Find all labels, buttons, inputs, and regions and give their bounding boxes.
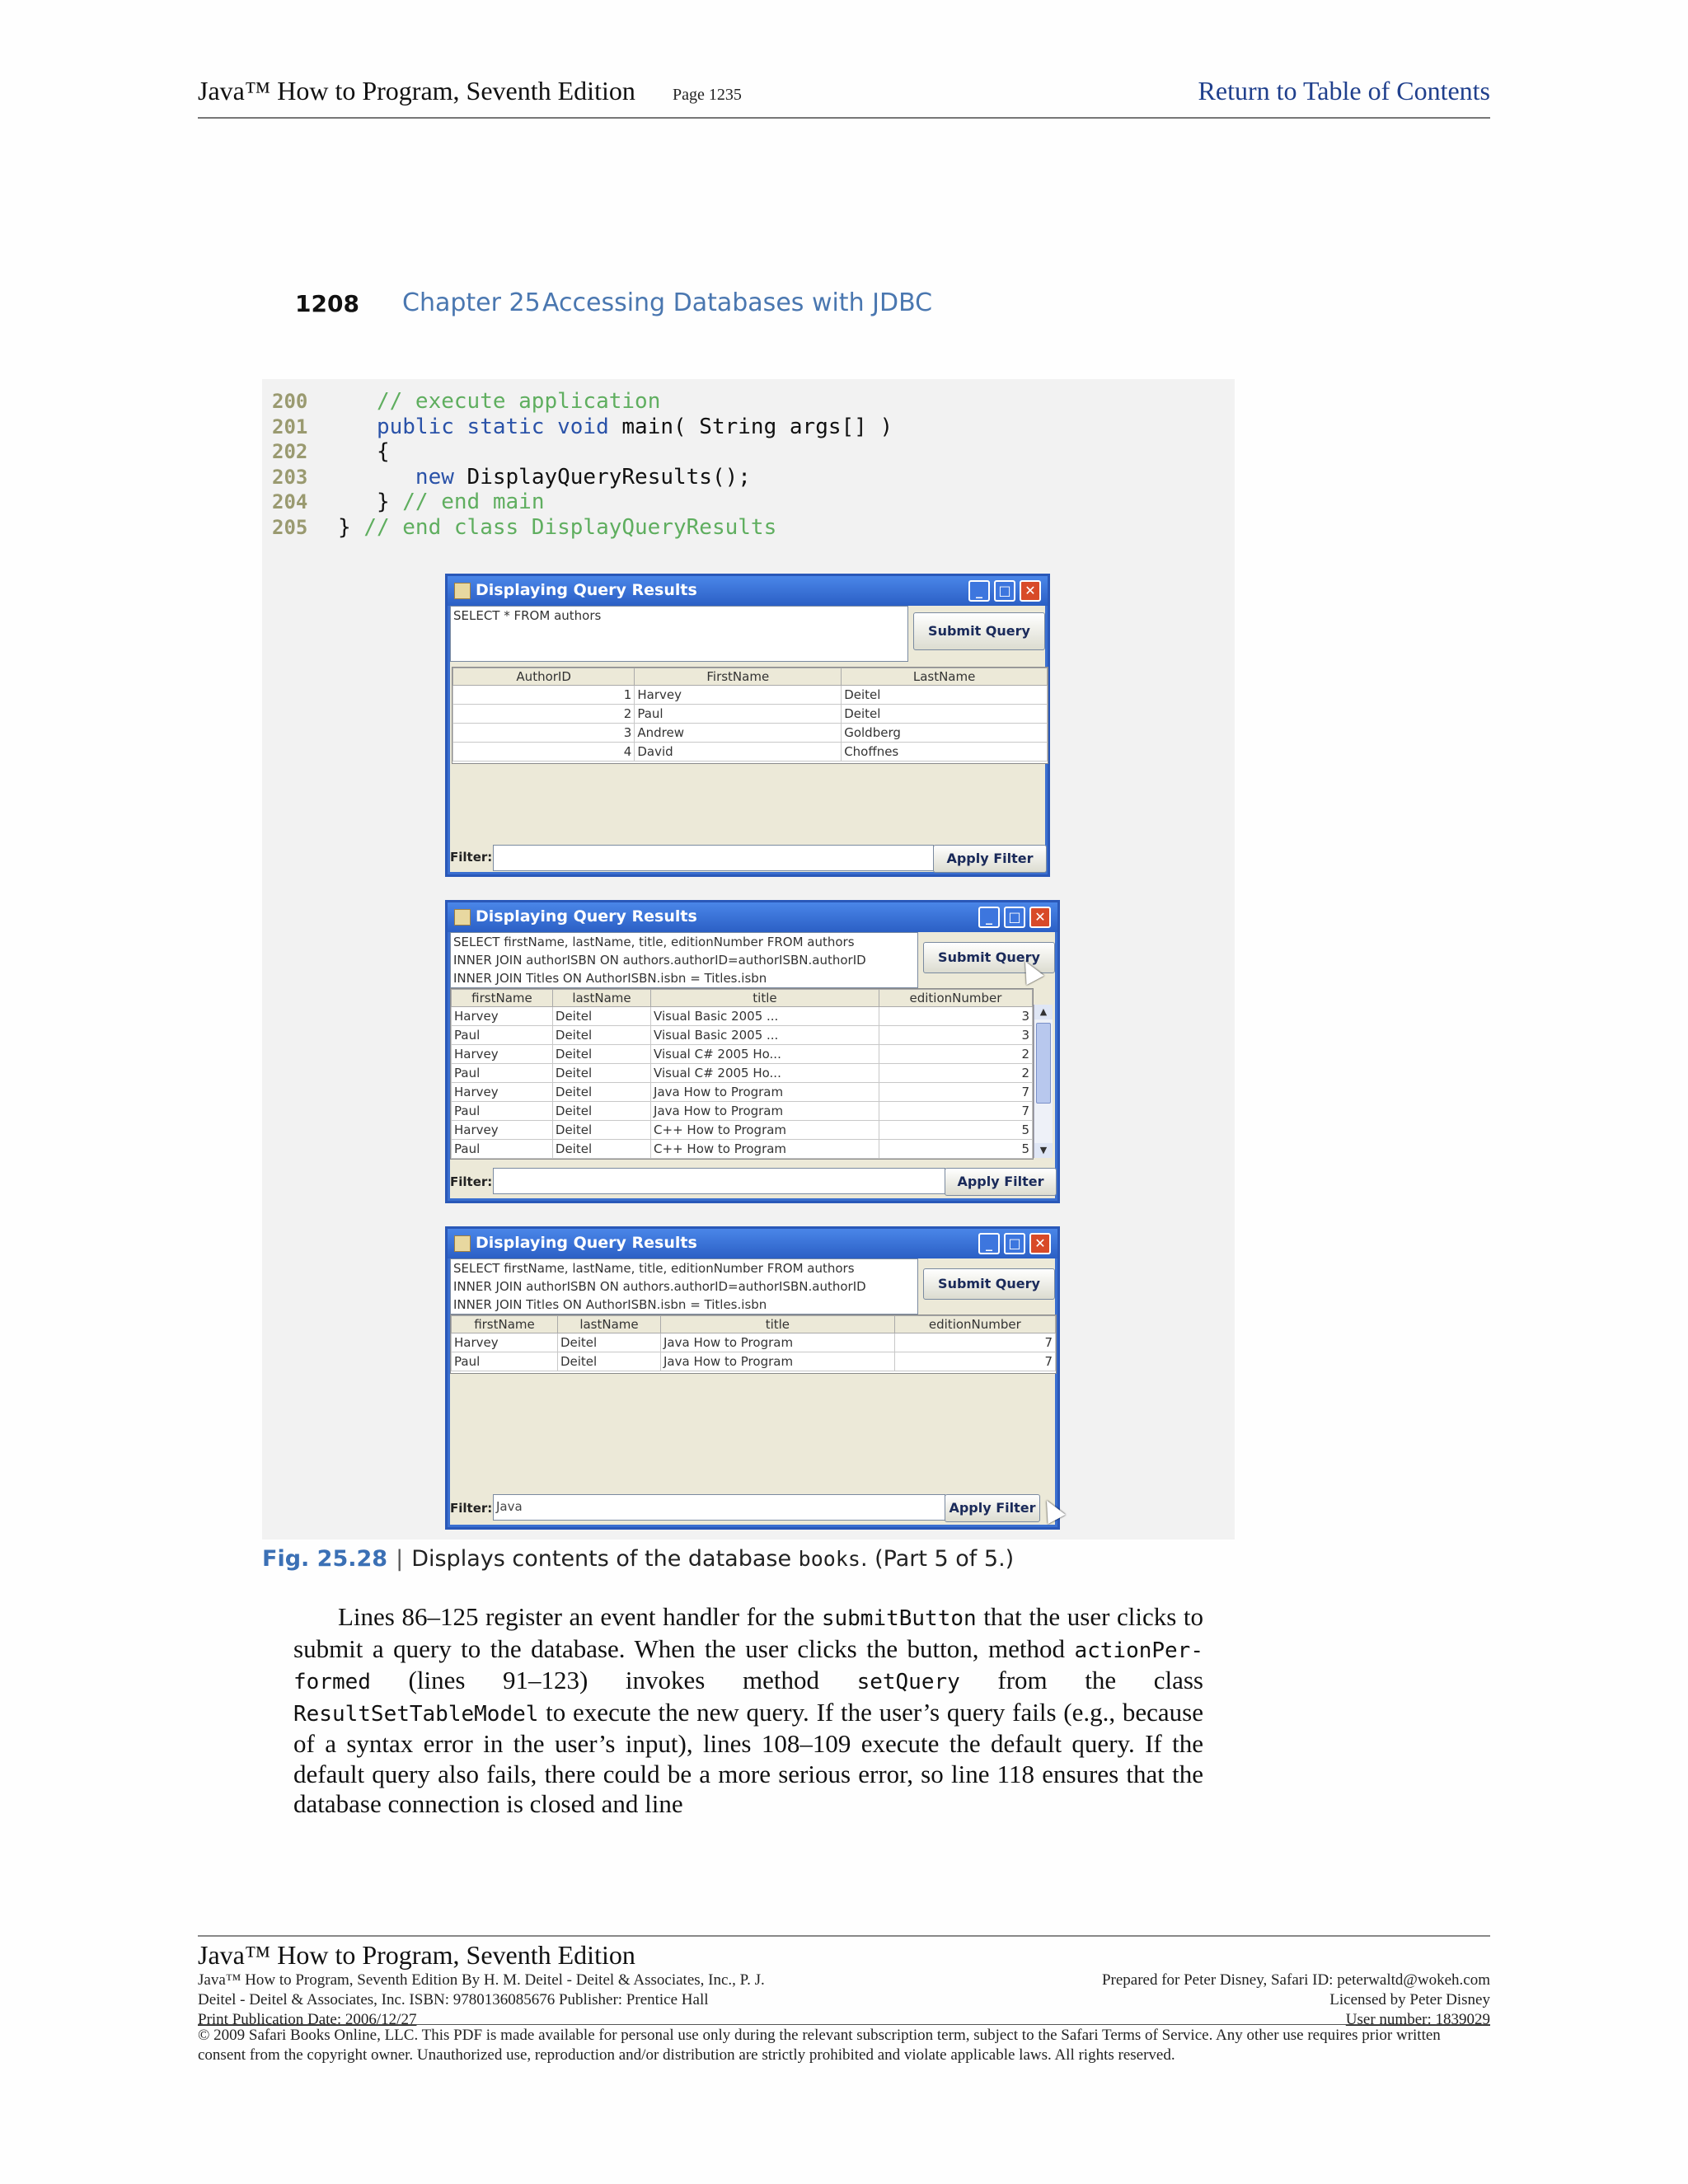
table-cell: C++ How to Program [651, 1121, 879, 1140]
table-cell: Java How to Program [651, 1102, 879, 1121]
line-number: 200 [272, 390, 308, 413]
filter-label: Filter: [450, 1501, 493, 1516]
window-title: Displaying Query Results [476, 907, 697, 926]
code-line [272, 439, 893, 465]
table-cell: 7 [894, 1333, 1055, 1352]
table-cell: 4 [453, 743, 635, 762]
table-cell: Paul [452, 1026, 553, 1045]
footer-copyright: © 2009 Safari Books Online, LLC. This PDF is made available for personal use only during the relevant subscription term, subject to the Safari Terms of Service. Any other use requires prior written consent from the copyright owner. Unauthorized use, reproduction and/or distribution are strictly prohibited and violate applicable laws. All rights reserved. [198, 2027, 1441, 2064]
submit-query-button[interactable]: Submit Query [913, 612, 1045, 650]
header-page-label: Page 1235 [673, 86, 742, 104]
table-cell: Java How to Program [661, 1333, 895, 1352]
close-icon[interactable]: ✕ [1029, 907, 1051, 928]
query-window-1 [445, 574, 1050, 877]
table-cell: Paul [635, 705, 842, 724]
table-cell: Goldberg [842, 724, 1048, 743]
scroll-up-icon[interactable]: ▲ [1034, 1005, 1053, 1019]
table-cell: Deitel [842, 686, 1048, 705]
table-cell: Harvey [452, 1333, 558, 1352]
toc-link[interactable]: Return to Table of Contents [1198, 76, 1490, 105]
caption-code: books [798, 1547, 860, 1571]
table-row[interactable] [453, 705, 1048, 724]
table-cell: Harvey [452, 1007, 553, 1026]
table-cell: Harvey [452, 1083, 553, 1102]
table-cell: 2 [879, 1064, 1032, 1083]
query-text-area[interactable]: SELECT * FROM authors [450, 606, 908, 662]
table-cell: Visual Basic 2005 ... [651, 1007, 879, 1026]
table-row[interactable] [453, 743, 1048, 762]
code-listing [272, 389, 893, 541]
table-cell: Paul [452, 1140, 553, 1159]
maximize-icon[interactable]: □ [1004, 1233, 1025, 1254]
paragraph-text: Lines 86–125 register an event handler for the [338, 1602, 822, 1631]
scroll-thumb[interactable] [1036, 1023, 1051, 1104]
paragraph-text: that the user clicks to submit a query to the database. When the user clicks the button, method [293, 1602, 1203, 1663]
code-line [272, 465, 893, 490]
figure-number: Fig. 25.28 [262, 1546, 388, 1572]
filter-field[interactable] [493, 845, 934, 871]
window-title: Displaying Query Results [476, 1234, 697, 1252]
line-number: 203 [272, 465, 308, 489]
window-title-bar[interactable] [448, 1229, 1057, 1258]
code-figure-box [262, 379, 1235, 1540]
table-cell: Deitel [842, 705, 1048, 724]
code-token: // end main [402, 490, 545, 515]
column-header[interactable]: title [661, 1316, 895, 1333]
footer-right-line-2: Licensed by Peter Disney [1329, 1991, 1490, 2008]
footer-right-line-3: User number: 1839029 [1345, 2011, 1490, 2028]
table-cell: Deitel [557, 1333, 660, 1352]
java-app-icon [454, 909, 471, 926]
query-text-area[interactable]: SELECT firstName, lastName, title, editionNumber FROM authors INNER JOIN authorISBN ON authors.authorID=authorISBN.authorID INNER JOIN Titles ON AuthorISBN.isbn = Titles.isbn [450, 1258, 918, 1315]
maximize-icon[interactable]: □ [1004, 907, 1025, 928]
table-cell: Deitel [557, 1352, 660, 1371]
table-cell: Harvey [635, 686, 842, 705]
code-token: main( String args[] ) [621, 414, 893, 439]
column-header[interactable]: title [651, 990, 879, 1007]
running-chapter: Chapter 25 [402, 288, 541, 317]
figure-caption [262, 1546, 1014, 1572]
table-cell: Deitel [552, 1007, 650, 1026]
paragraph-text: to execute the new query. If the user’s query fails (e.g., because of a syntax error in the user’s input), lines 108–109 execute the default query. If the default query also fails, there could be a more serious error, so line 118 ensures that the database connection is closed and line [293, 1697, 1203, 1818]
inline-code: ResultSetTableModel [293, 1701, 539, 1727]
table-cell: 3 [453, 724, 635, 743]
table-cell: Paul [452, 1064, 553, 1083]
query-window-3 [445, 1226, 1060, 1530]
page-footer [198, 1935, 1490, 2064]
table-row[interactable] [452, 1121, 1033, 1140]
table-row[interactable] [452, 1083, 1033, 1102]
minimize-icon[interactable]: _ [978, 1233, 1000, 1254]
column-header[interactable]: editionNumber [894, 1316, 1055, 1333]
apply-filter-button[interactable]: Apply Filter [945, 1168, 1057, 1196]
code-token: } [376, 490, 403, 515]
code-line [272, 415, 893, 440]
table-cell: Andrew [635, 724, 842, 743]
table-cell: C++ How to Program [651, 1140, 879, 1159]
line-number: 202 [272, 440, 308, 464]
table-row[interactable] [453, 724, 1048, 743]
window-title: Displaying Query Results [476, 581, 697, 599]
scroll-down-icon[interactable]: ▼ [1034, 1143, 1053, 1158]
page-header [198, 76, 1490, 119]
window-body [450, 932, 1055, 1198]
footer-right-line-1: Prepared for Peter Disney, Safari ID: peterwaltd@wokeh.com [1101, 1971, 1490, 1989]
window-title-bar[interactable] [448, 902, 1057, 932]
filter-field[interactable] [493, 1168, 945, 1194]
column-header[interactable]: FirstName [635, 668, 842, 686]
caption-separator: | [396, 1546, 404, 1572]
minimize-icon[interactable]: _ [968, 580, 990, 602]
caption-text: Displays contents of the database [411, 1546, 799, 1572]
submit-query-button[interactable]: Submit Query [923, 1268, 1055, 1300]
filter-label: Filter: [450, 850, 493, 865]
inline-code: setQuery [856, 1670, 960, 1694]
column-header[interactable]: firstName [452, 990, 553, 1007]
running-head [295, 288, 1284, 321]
query-window-2 [445, 900, 1060, 1203]
table-row[interactable] [452, 1333, 1056, 1352]
code-line [272, 515, 893, 541]
column-header[interactable]: lastName [552, 990, 650, 1007]
code-token: } [338, 514, 364, 540]
line-number: 205 [272, 515, 308, 539]
table-cell: 1 [453, 686, 635, 705]
code-token: new [415, 464, 467, 490]
filter-field[interactable]: Java [493, 1494, 945, 1521]
results-table [450, 1315, 1057, 1374]
table-cell: Deitel [552, 1083, 650, 1102]
table-row[interactable] [452, 1007, 1033, 1026]
table-cell: Deitel [552, 1026, 650, 1045]
table-cell: David [635, 743, 842, 762]
window-body [450, 606, 1045, 872]
table-cell: 7 [894, 1352, 1055, 1371]
table-cell: Deitel [552, 1102, 650, 1121]
maximize-icon[interactable]: □ [994, 580, 1015, 602]
footer-left-line-2: Deitel - Deitel & Associates, Inc. ISBN: 9780136085676 Publisher: Prentice Hall [198, 1991, 709, 2008]
table-cell: Java How to Program [651, 1083, 879, 1102]
query-text-area[interactable]: SELECT firstName, lastName, title, editionNumber FROM authors INNER JOIN authorISBN ON authors.authorID=authorISBN.authorID INNER JOIN Titles ON AuthorISBN.isbn = Titles.isbn [450, 932, 918, 988]
column-header[interactable]: LastName [842, 668, 1048, 686]
caption-suffix: . (Part 5 of 5.) [860, 1546, 1015, 1572]
minimize-icon[interactable]: _ [978, 907, 1000, 928]
apply-filter-button[interactable]: Apply Filter [933, 845, 1047, 873]
table-cell: Paul [452, 1102, 553, 1121]
paragraph-text: (lines 91–123) invokes method [370, 1666, 857, 1694]
column-header[interactable]: editionNumber [879, 990, 1032, 1007]
apply-filter-button[interactable]: Apply Filter [945, 1494, 1040, 1522]
column-header[interactable]: lastName [557, 1316, 660, 1333]
header-book-title: Java™ How to Program, Seventh Edition [198, 76, 635, 105]
table-row[interactable] [453, 686, 1048, 705]
table-cell: 2 [453, 705, 635, 724]
table-cell: 7 [879, 1102, 1032, 1121]
table-row[interactable] [452, 1045, 1033, 1064]
table-row[interactable] [452, 1140, 1033, 1159]
running-chapter-title: Accessing Databases with JDBC [542, 288, 933, 317]
table-cell: Paul [452, 1352, 558, 1371]
table-cell: Harvey [452, 1045, 553, 1064]
column-header[interactable]: firstName [452, 1316, 558, 1333]
table-cell: Deitel [552, 1064, 650, 1083]
close-icon[interactable]: ✕ [1020, 580, 1041, 602]
line-number: 204 [272, 490, 308, 514]
footer-divider [198, 2024, 1490, 2025]
window-title-bar[interactable] [448, 576, 1048, 606]
table-cell: Visual C# 2005 Ho... [651, 1045, 879, 1064]
table-cell: Deitel [552, 1140, 650, 1159]
table-cell: 3 [879, 1026, 1032, 1045]
table-cell: Choffnes [842, 743, 1048, 762]
filter-label: Filter: [450, 1174, 493, 1189]
table-cell: 3 [879, 1007, 1032, 1026]
code-token: DisplayQueryResults(); [467, 464, 751, 490]
code-line [272, 490, 893, 515]
table-cell: 7 [879, 1083, 1032, 1102]
code-token: public static void [376, 414, 622, 439]
footer-left-line-3: Print Publication Date: 2006/12/27 [198, 2011, 417, 2028]
table-cell: Visual C# 2005 Ho... [651, 1064, 879, 1083]
table-row[interactable] [452, 1102, 1033, 1121]
table-cell: Deitel [552, 1045, 650, 1064]
code-token: // execute application [376, 389, 661, 414]
table-cell: Harvey [452, 1121, 553, 1140]
table-cell: Deitel [552, 1121, 650, 1140]
results-table [452, 667, 1048, 764]
results-table [450, 988, 1034, 1160]
table-row[interactable] [452, 1352, 1056, 1371]
footer-book-title: Java™ How to Program, Seventh Edition [198, 1940, 635, 1970]
inline-code: actionPer-formed [293, 1638, 1203, 1694]
table-row[interactable] [452, 1064, 1033, 1083]
inline-code: submitButton [821, 1606, 977, 1631]
table-row[interactable] [452, 1026, 1033, 1045]
code-token: // end class DisplayQueryResults [363, 514, 777, 540]
java-app-icon [454, 1235, 471, 1252]
footer-left-line-1: Java™ How to Program, Seventh Edition By H. M. Deitel - Deitel & Associates, Inc., P. J. [198, 1971, 765, 1989]
mouse-cursor-icon [1038, 1496, 1065, 1524]
table-cell: Java How to Program [661, 1352, 895, 1371]
column-header[interactable]: AuthorID [453, 668, 635, 686]
submit-query-button[interactable]: Submit Query [923, 942, 1055, 973]
table-cell: Visual Basic 2005 ... [651, 1026, 879, 1045]
body-paragraph [293, 1602, 1203, 1820]
code-token: { [376, 439, 390, 465]
paragraph-text: from the class [959, 1666, 1203, 1694]
java-app-icon [454, 583, 471, 599]
table-cell: 2 [879, 1045, 1032, 1064]
line-number: 201 [272, 415, 308, 438]
window-body [450, 1258, 1055, 1525]
close-icon[interactable]: ✕ [1029, 1233, 1051, 1254]
running-page-number: 1208 [295, 290, 359, 317]
code-line [272, 389, 893, 415]
table-cell: 5 [879, 1140, 1032, 1159]
table-cell: 5 [879, 1121, 1032, 1140]
vertical-scrollbar[interactable] [1034, 1005, 1053, 1158]
